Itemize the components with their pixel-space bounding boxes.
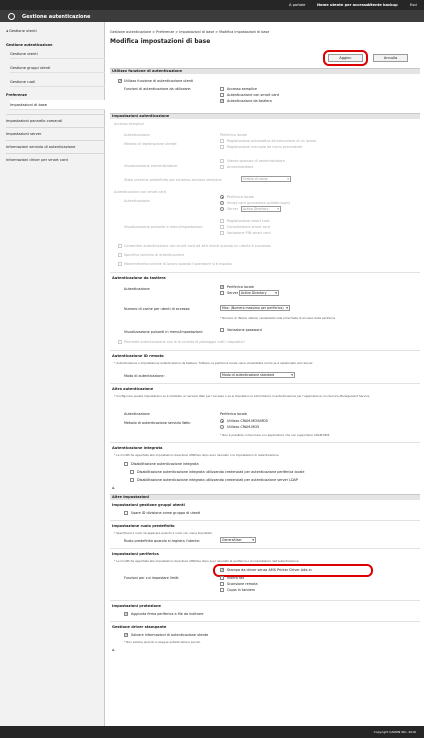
role-subtitle: Impostazione ruolo predefinito	[112, 524, 175, 528]
sidebar-item-groups[interactable]: Gestione gruppi utenti	[10, 63, 105, 73]
simple-reg-manual-label: Registrazione manuale da menu precedente	[227, 145, 303, 149]
simple-auth-value: Periferica locale	[220, 133, 247, 137]
sidebar-back-link[interactable]: ◂ Gestione utenti	[6, 29, 37, 33]
simple-reg-label: Metodo di registrazione utente:	[124, 142, 178, 146]
role-note: * Specificare il ruolo da applicare quando il ruolo non viene impostato.	[114, 531, 213, 535]
card-extra3-checkbox[interactable]	[118, 262, 122, 266]
simple-login-subtitle: Accesso semplice	[114, 122, 144, 126]
user-name: Utente backup	[368, 3, 398, 7]
protection-subtitle: Impostazioni protezione	[112, 604, 161, 608]
kb-extra-label: Permette autenticazione con le le schede di pilotaggio tutti i dispositivi	[124, 340, 245, 344]
group-subtitle: Impostazioni gestione gruppi utenti	[112, 503, 185, 507]
device-sign-label: Aggiunta firma periferica a file da inoltrare	[131, 612, 204, 616]
card-del-label: Cancellazione smart card	[227, 225, 270, 229]
kb-extra-checkbox[interactable]	[118, 340, 122, 344]
card-pin-label: Variazione PIN smart card	[227, 231, 271, 235]
kb-local-label: Periferica locale	[227, 285, 254, 289]
card-server-label: Server	[227, 207, 239, 211]
use-auth-checkbox[interactable]: ✓	[119, 79, 123, 83]
device-sign-checkbox[interactable]: ✓	[125, 612, 129, 616]
card-del-checkbox[interactable]	[220, 225, 224, 229]
integ-subtitle: Autenticazione integrata	[112, 446, 163, 450]
app-title-bar	[0, 10, 424, 22]
simple-login-checkbox[interactable]	[220, 87, 224, 91]
breadcrumb: Gestione autenticazione > Preferenze > Impostazioni di base > Modifica impostazioni di base	[110, 30, 270, 34]
role-label: Ruolo predefinito quando si registra l'utente:	[124, 539, 200, 543]
sidebar-item-users[interactable]: Gestione utenti	[10, 49, 105, 59]
card-auth-label: Autenticazione:	[124, 199, 151, 203]
web-method-note: * Non è possibile comunicare con applicazioni che non supportano CRAM-MD5.	[220, 433, 331, 437]
divider	[110, 350, 420, 351]
card-reg-checkbox[interactable]	[220, 219, 224, 223]
sidebar-item-panel-settings[interactable]: Impostazioni pannello comandi	[6, 114, 105, 126]
scroll-top-icon[interactable]: ⩟	[112, 647, 115, 652]
sidebar-group-auth: Gestione autenticazione	[6, 43, 53, 47]
device-note: * Le modifiche apportate alle impostazioni diventano effettive dopo aver riavviato la periferica o le impostazioni dell'autenticazione	[114, 559, 299, 563]
kb-showbtn-label: Visualizzazione pulsanti in menu/impostazioni:	[124, 330, 204, 334]
kb-auth-label: Autenticazione:	[124, 287, 151, 291]
kb-local-checkbox[interactable]: ✓	[221, 285, 225, 289]
save-auth-info-checkbox[interactable]: ✓	[125, 633, 129, 637]
sidebar-item-roles[interactable]: Gestione ruoli	[10, 77, 105, 87]
section-auth-settings: Impostazioni autenticazione	[110, 113, 420, 119]
top-bar	[0, 0, 424, 10]
divider	[110, 621, 420, 622]
apply-button[interactable]: Aggior.	[328, 54, 363, 62]
smartcard-checkbox[interactable]	[220, 93, 224, 97]
other-auth-note: * Configurare queste impostazioni se è utilizzato un servizio Web per l'accesso o se si impostano le informazioni di autenticazione per l'applicazione con Service Management Service.	[114, 394, 371, 398]
kb-cache-label: Numero di cache per utenti di accesso:	[124, 307, 191, 311]
portal-link[interactable]: A portale	[289, 3, 306, 7]
integ-opt1-label: Disabilitazione autenticazione integrata utilizzando credenziali per autenticazione periferica locale	[137, 470, 305, 474]
auth-functions-label: Funzioni di autenticazione da utilizzare:	[124, 87, 192, 91]
card-extra1-label: Consentire autenticazione con smart card ad altri utenti quando un utente è connesso	[124, 244, 271, 248]
remote-note: * Autenticazione o impostazione autenticazione da tastiera. Tuttavia, la periferica locale viene visualizzata anche se è selezionato solo Server.	[114, 361, 314, 365]
cram-md5-md5-label: Utilizzo CRAM-MD5/MD5	[227, 419, 268, 423]
copyright: Copyright CANON INC. 2016	[373, 730, 416, 734]
integ-opt2-checkbox[interactable]	[130, 478, 134, 482]
kb-server-checkbox[interactable]	[220, 291, 224, 295]
main-content	[110, 22, 420, 722]
simple-view-special-checkbox[interactable]	[220, 159, 224, 163]
divider	[110, 600, 420, 601]
remote-scan-label: Scansione remota	[227, 582, 258, 586]
keyboard-auth-label: Autenticazione da tastiera	[227, 99, 272, 103]
kb-cache-note: * Numero di (Nome utente) visualizzati nella schermata di accesso della periferica	[220, 316, 336, 320]
printer-driver-subtitle: Gestione driver stampante	[112, 625, 167, 629]
driver-print-label: Stampa da driver senza AMS Printer Driver Add-in	[227, 568, 312, 572]
tandem-copy-label: Copia in tandem	[227, 588, 255, 592]
integ-opt1-checkbox[interactable]	[130, 470, 134, 474]
sidebar-item-auth-service-info[interactable]: Informazioni servizio di autenticazione	[6, 140, 105, 152]
cram-md5-md5-radio[interactable]	[220, 419, 224, 423]
section-other-settings: Altre impostazioni	[110, 494, 420, 500]
app-title: Gestione autenticazione	[22, 13, 91, 20]
other-auth-label: Autenticazione:	[124, 412, 151, 416]
cram-md5-radio[interactable]	[220, 425, 224, 429]
page-title: Modifica impostazioni di base	[110, 38, 211, 45]
footer	[0, 726, 424, 738]
divider	[110, 442, 420, 443]
kb-subtitle: Autenticazione da tastiera	[112, 276, 166, 280]
kb-showbtn-checkbox[interactable]	[220, 328, 224, 332]
group-id-label: Usare ID divisione come gruppo di utenti	[131, 511, 201, 515]
kb-server-label: Server	[227, 291, 239, 295]
divider	[110, 520, 420, 521]
driver-print-checkbox[interactable]: ✓	[221, 568, 225, 572]
simple-style-label: Stato schermo predefinito per schermo accesso semplice:	[124, 178, 223, 182]
simple-view-label: Visualizzazione amministratore:	[124, 164, 179, 168]
printer-driver-note: * Non salvare quando si esegue autenticazione servizi.	[124, 640, 201, 644]
other-auth-value: Periferica locale	[220, 412, 247, 416]
other-auth-subtitle: Altra autenticazione	[112, 387, 154, 391]
card-wizard-label: Smart card (procedura guidata login)	[227, 201, 291, 205]
simple-view-admin-checkbox[interactable]	[220, 165, 224, 169]
logout-link[interactable]: Esci	[410, 3, 418, 7]
remote-mode-label: Modo di autenticazione:	[124, 374, 165, 378]
section-use-auth: Utilizzo funzione di autenticazione	[110, 68, 420, 74]
cram-md5-label: Utilizzo CRAM-MD5	[227, 425, 260, 429]
smartcard-label: Autenticazione con smart card	[227, 93, 279, 97]
device-subtitle: Impostazioni periferica	[112, 552, 159, 556]
sidebar-item-server-settings[interactable]: Impostazioni server	[6, 127, 105, 139]
cancel-button[interactable]: Annulla	[373, 54, 408, 62]
fax-forward-label: Inoltro fax	[227, 576, 245, 580]
card-reg-label: Registrazione smart card	[227, 219, 270, 223]
remote-subtitle: Autenticazione ID remota	[112, 354, 164, 358]
card-buttons-label: Visualizzazione pulsante a menu/impostazioni:	[124, 225, 204, 229]
card-extra2-label: Specifica dominio di autenticazione	[124, 253, 185, 257]
simple-style-select[interactable]: Ordine di nome ▾	[241, 176, 291, 182]
scroll-top-icon[interactable]: ⩟	[112, 485, 115, 490]
fax-forward-checkbox[interactable]	[220, 576, 224, 580]
card-local-radio[interactable]	[220, 195, 224, 199]
device-limits-label: Funzioni per cui impostare limiti:	[124, 576, 180, 580]
card-subtitle: Autenticazione con smart card	[114, 190, 166, 194]
web-method-label: Metodo di autenticazione servizio Web:	[124, 421, 191, 425]
keyboard-auth-checkbox[interactable]: ✓	[221, 99, 225, 103]
sidebar-item-smartcard-driver-info[interactable]: Informazioni driver per smart card	[6, 153, 105, 165]
sidebar-group-prefs: Preferenze	[6, 93, 27, 97]
kb-server-select[interactable]: Active Directory ▾	[239, 290, 279, 296]
user-label: Nome utente per accesso:	[317, 3, 370, 7]
remote-scan-checkbox[interactable]	[220, 582, 224, 586]
integ-disable-checkbox[interactable]	[124, 462, 128, 466]
integ-disable-label: Disabilitazione autenticazione integrata	[131, 462, 199, 466]
integ-opt2-label: Disabilitazione autenticazione integrata utilizzando credenziali per autenticazione server LDAP	[137, 478, 298, 482]
simple-view-admin-label: Amministratore	[227, 165, 254, 169]
simple-view-special-label: Utente speciale di amministratore	[227, 159, 285, 163]
integ-note: * Le modifiche apportate alle impostazioni diventano effettive dopo aver riavviato o le impostazioni di autenticazione	[114, 453, 279, 457]
role-select[interactable]: GeneralUser ▾	[220, 537, 256, 543]
simple-reg-auto-label: Registrazione automatica all'esecuzione di un lavoro	[227, 139, 317, 143]
save-auth-info-label: Salvare informazioni di autenticazione utente	[131, 633, 209, 637]
card-wizard-radio[interactable]	[220, 201, 224, 205]
divider	[110, 383, 420, 384]
divider	[110, 272, 420, 273]
card-server-radio[interactable]	[220, 207, 224, 211]
simple-login-label: Accesso semplice	[227, 87, 257, 91]
sidebar-item-basic-settings[interactable]: Impostazioni di base	[10, 100, 105, 110]
card-local-label: Periferica locale	[227, 195, 254, 199]
card-server-select[interactable]: Active Directory ▾	[241, 206, 281, 212]
card-extra1-checkbox[interactable]	[118, 244, 122, 248]
app-logo-icon	[8, 13, 15, 20]
card-pin-checkbox[interactable]	[220, 231, 224, 235]
simple-auth-label: Autenticazione:	[124, 133, 151, 137]
sidebar	[0, 22, 105, 738]
simple-reg-manual-checkbox[interactable]	[220, 145, 224, 149]
simple-reg-auto-checkbox[interactable]	[220, 139, 224, 143]
tandem-copy-checkbox[interactable]	[220, 588, 224, 592]
group-id-checkbox[interactable]	[124, 511, 128, 515]
card-extra2-checkbox[interactable]	[118, 253, 122, 257]
divider	[110, 548, 420, 549]
remote-mode-select[interactable]: Modo di autenticazione standard ▾	[220, 372, 295, 378]
kb-cache-select[interactable]: Max. (Numero massimo per periferica) ▾	[220, 305, 290, 311]
kb-showbtn-opt-label: Variazione password	[227, 328, 262, 332]
use-auth-label: Utilizzo funzione di autenticazione utenti	[124, 79, 194, 83]
card-extra3-label: Mantenimento schede di lavoro quando l'operatore si è espulso	[124, 262, 232, 266]
sidebar-back-label: Gestione utenti	[8, 29, 37, 33]
